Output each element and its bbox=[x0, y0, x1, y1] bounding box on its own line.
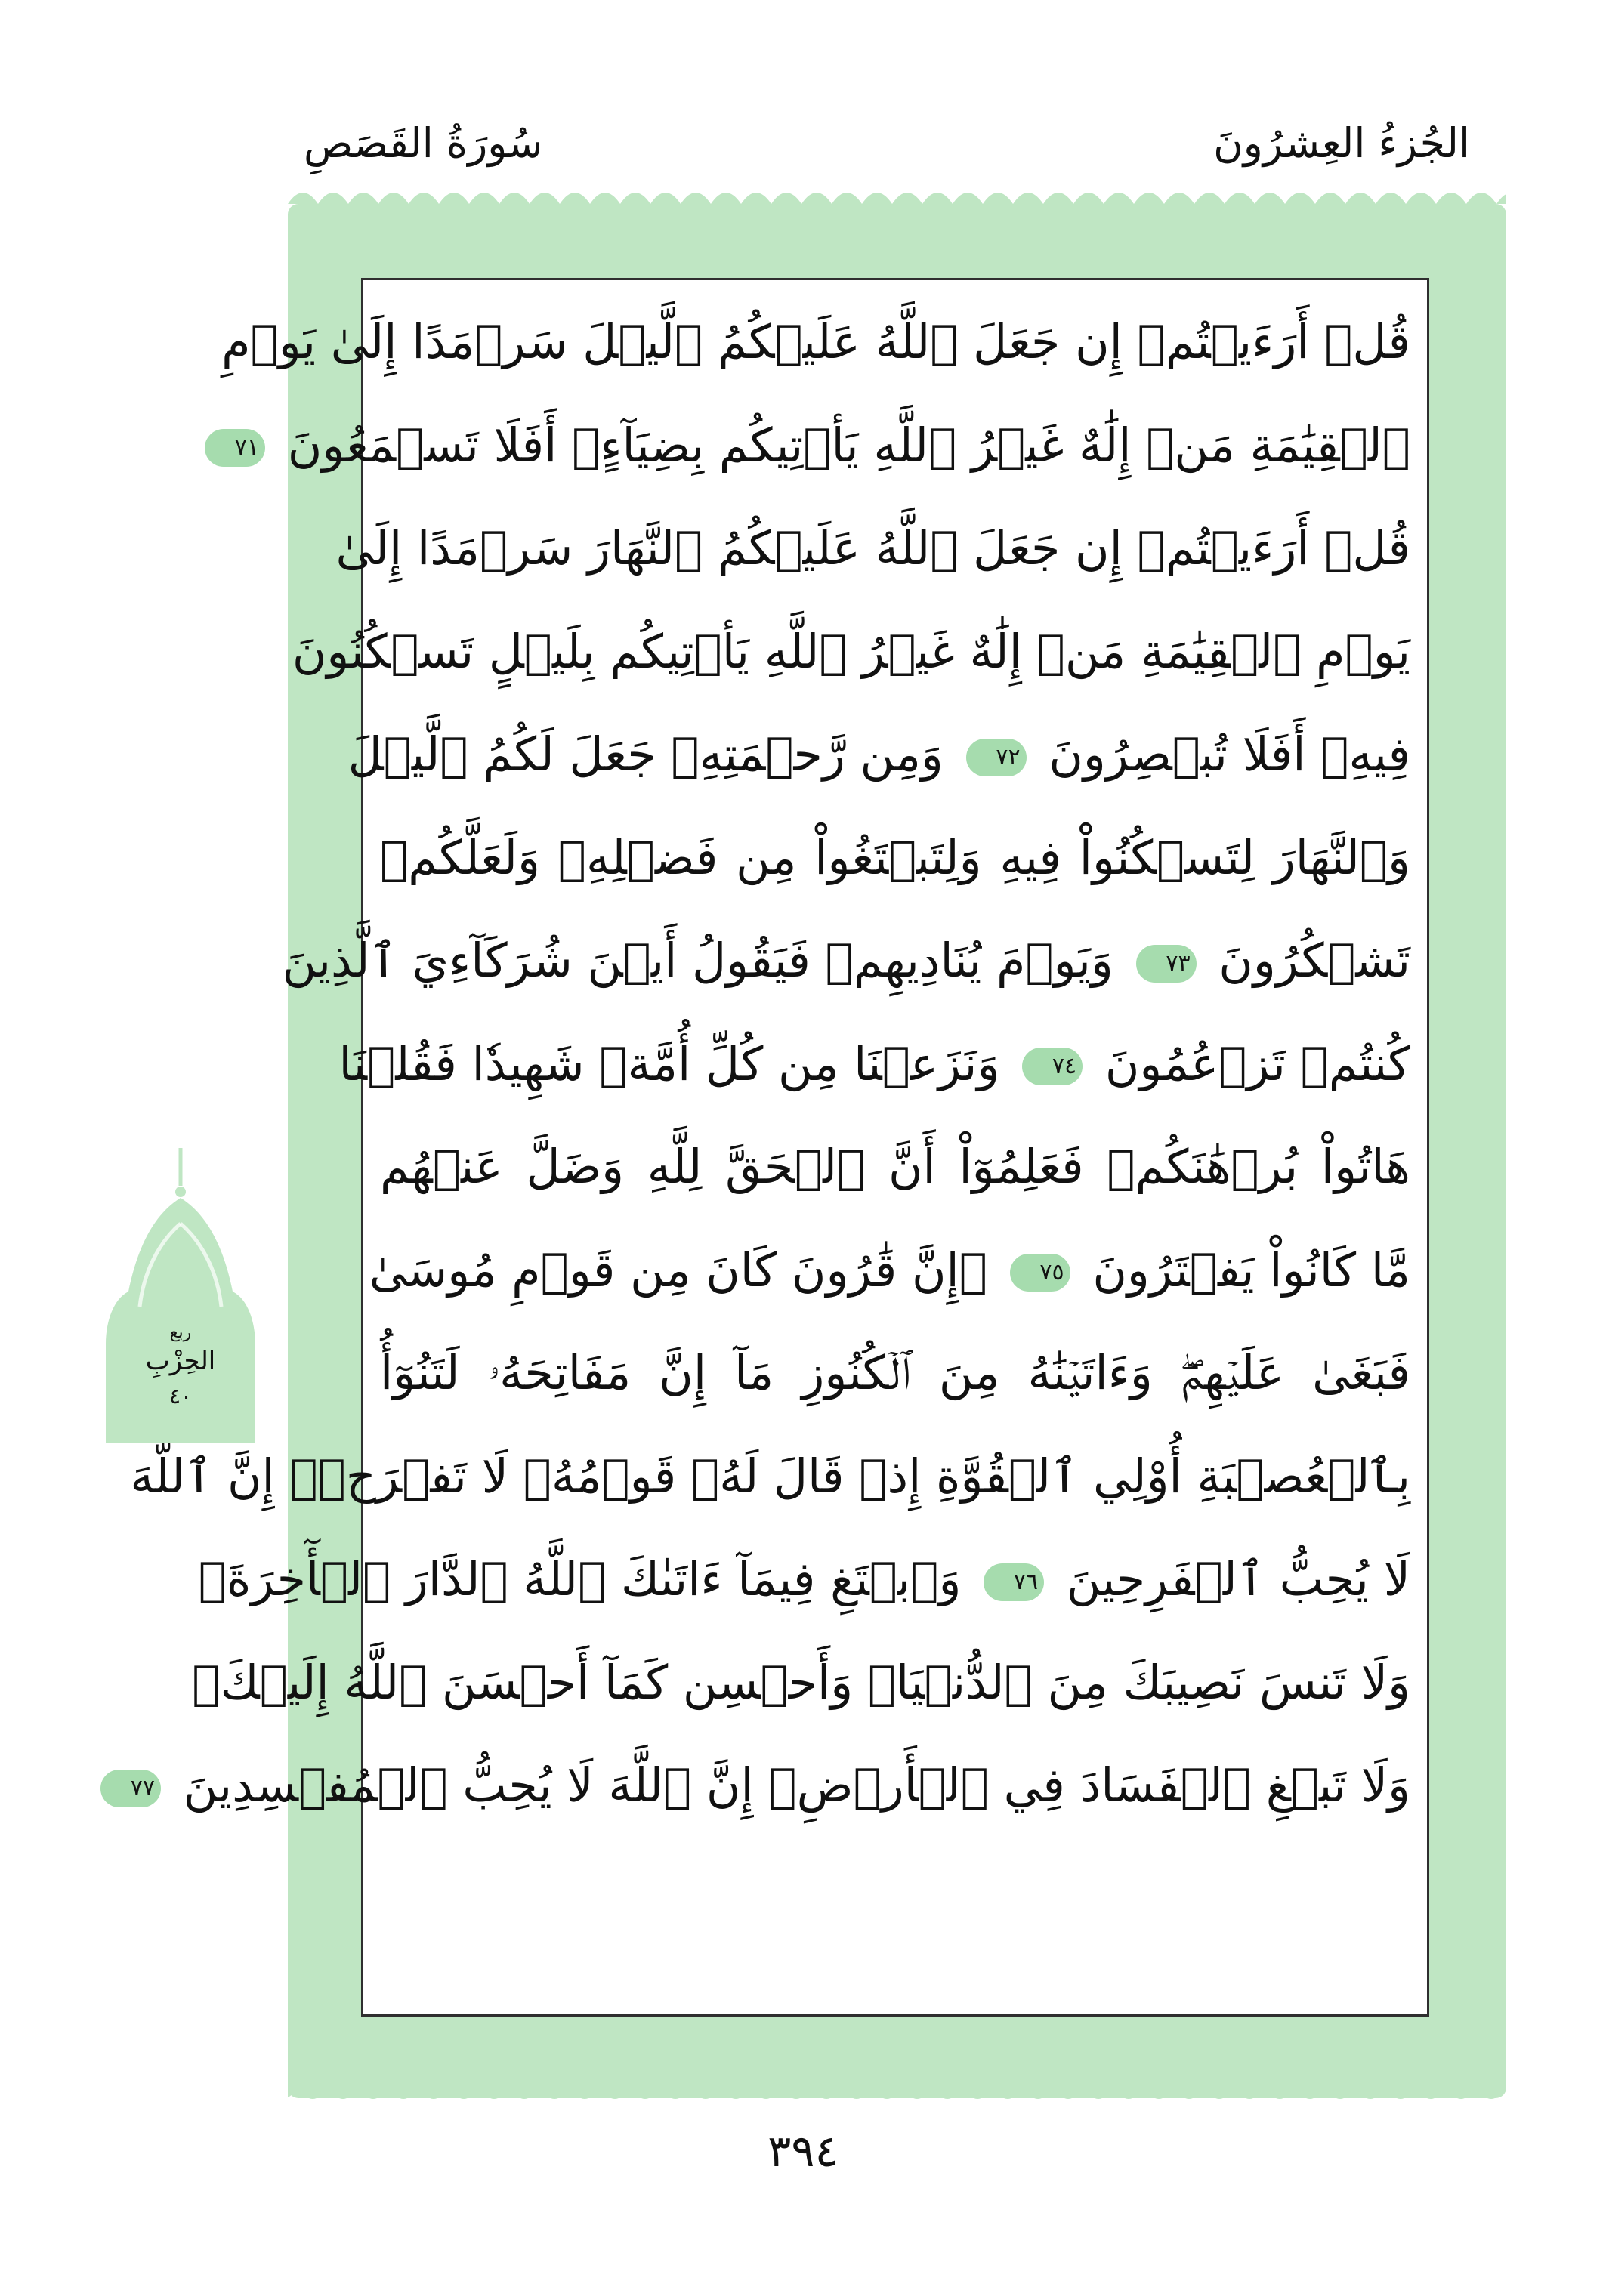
rub-label: ربع bbox=[169, 1323, 192, 1342]
verse-text: قُلۡ أَرَءَيۡتُمۡ إِن جَعَلَ ٱللَّهُ عَلَيۡكُمُ ٱلنَّهَارَ سَرۡمَدًا إِلَىٰ bbox=[335, 520, 1410, 576]
verse-line bbox=[380, 816, 1410, 900]
verse-text: وَلَا تَنسَ نَصِيبَكَ مِنَ ٱلدُّنۡيَاۖ وَأَحۡسِن كَمَآ أَحۡسَنَ ٱللَّهُ إِلَيۡكَۖ bbox=[192, 1654, 1410, 1710]
verse-line bbox=[347, 713, 1410, 796]
verse-text: فِيهِۚ أَفَلَا تُبۡصِرُونَ bbox=[1049, 727, 1410, 782]
verse-text: ۞إِنَّ قَٰرُونَ كَانَ مِن قَوۡمِ مُوسَىٰ bbox=[369, 1242, 987, 1298]
verse-text: لَا يُحِبُّ ٱلۡفَرِحِينَ bbox=[1066, 1551, 1410, 1606]
verse-line bbox=[335, 507, 1410, 590]
verse-line bbox=[198, 1538, 1410, 1621]
verse-text: وَيَوۡمَ يُنَادِيهِمۡ فَيَقُولُ أَيۡنَ شُرَكَآءِيَ ٱلَّذِينَ bbox=[282, 933, 1113, 988]
verse-text: وَنَزَعۡنَا مِن كُلِّ أُمَّةٖ شَهِيدٗا فَقُلۡنَا bbox=[338, 1035, 1000, 1091]
verse-text: مَّا كَانُواْ يَفۡتَرُونَ bbox=[1092, 1242, 1410, 1298]
verse-text: وَلَا تَبۡغِ ٱلۡفَسَادَ فِي ٱلۡأَرۡضِۖ إِنَّ ٱللَّهَ لَا يُحِبُّ ٱلۡمُفۡسِدِينَ bbox=[183, 1757, 1410, 1813]
verse-line bbox=[380, 1125, 1410, 1208]
verse-line bbox=[130, 1435, 1410, 1518]
verse-text: فَبَغَىٰ عَلَيۡهِمۡۖ وَءَاتَيۡنَٰهُ مِنَ ٱلۡكُنُوزِ مَآ إِنَّ مَفَاتِحَهُۥ لَتَنُوٓأُ bbox=[380, 1345, 1410, 1400]
verse-line bbox=[282, 919, 1410, 1002]
verse-text: قُلۡ أَرَءَيۡتُمۡ إِن جَعَلَ ٱللَّهُ عَلَيۡكُمُ ٱلَّيۡلَ سَرۡمَدًا إِلَىٰ يَوۡمِ bbox=[221, 314, 1410, 369]
ayah-number-marker: ٧٣ bbox=[1136, 945, 1197, 983]
verse-text: وَمِن رَّحۡمَتِهِۦ جَعَلَ لَكُمُ ٱلَّيۡلَ bbox=[347, 727, 944, 782]
verse-line bbox=[192, 1641, 1410, 1724]
verse-line bbox=[380, 1332, 1410, 1415]
ayah-number-marker: ٧٧ bbox=[100, 1770, 161, 1807]
ayah-number-marker: ٧٦ bbox=[984, 1563, 1044, 1601]
verse-line bbox=[369, 1229, 1410, 1312]
hizb-label: الحِزْبِ bbox=[145, 1346, 216, 1376]
page-number: ٣٩٤ bbox=[767, 2125, 839, 2177]
surah-title: سُورَةُ القَصَصِ bbox=[304, 119, 543, 167]
verse-line bbox=[130, 1744, 1410, 1827]
verse-line bbox=[338, 1023, 1410, 1106]
juz-title: الجُزءُ العِشرُونَ bbox=[1213, 119, 1470, 167]
verse-text: كُنتُمۡ تَزۡعُمُونَ bbox=[1104, 1035, 1410, 1091]
ayah-number-marker: ٧١ bbox=[205, 429, 265, 467]
ayah-number-marker: ٧٢ bbox=[966, 739, 1027, 776]
hizb-number: ٤٠ bbox=[168, 1384, 193, 1409]
verse-text: تَشۡكُرُونَ bbox=[1218, 933, 1410, 988]
ayah-number-marker: ٧٤ bbox=[1022, 1048, 1083, 1085]
verse-line bbox=[234, 404, 1410, 487]
verse-line bbox=[221, 301, 1410, 384]
verse-text: يَوۡمِ ٱلۡقِيَٰمَةِ مَنۡ إِلَٰهٌ غَيۡرُ ٱللَّهِ يَأۡتِيكُم بِلَيۡلٍ تَسۡكُنُونَ bbox=[292, 623, 1410, 679]
verse-line bbox=[292, 610, 1410, 693]
ayah-number-marker: ٧٥ bbox=[1010, 1254, 1070, 1292]
verse-text: وَٱبۡتَغِ فِيمَآ ءَاتَىٰكَ ٱللَّهُ ٱلدَّارَ ٱلۡأٓخِرَةَۖ bbox=[198, 1551, 962, 1606]
verse-text: ٱلۡقِيَٰمَةِ مَنۡ إِلَٰهٌ غَيۡرُ ٱللَّهِ يَأۡتِيكُم بِضِيَآءٍۚ أَفَلَا تَسۡمَعُونَ bbox=[287, 417, 1410, 473]
verse-text: هَاتُواْ بُرۡهَٰنَكُمۡ فَعَلِمُوٓاْ أَنَّ ٱلۡحَقَّ لِلَّهِ وَضَلَّ عَنۡهُم bbox=[380, 1139, 1410, 1194]
verse-text: بِٱلۡعُصۡبَةِ أُوْلِي ٱلۡقُوَّةِ إِذۡ قَالَ لَهُۥ قَوۡمُهُۥ لَا تَفۡرَحۡۖ إِنَّ ٱللَّهَ bbox=[130, 1448, 1410, 1504]
verse-text: وَٱلنَّهَارَ لِتَسۡكُنُواْ فِيهِ وَلِتَبۡتَغُواْ مِن فَضۡلِهِۦ وَلَعَلَّكُمۡ bbox=[380, 829, 1410, 885]
